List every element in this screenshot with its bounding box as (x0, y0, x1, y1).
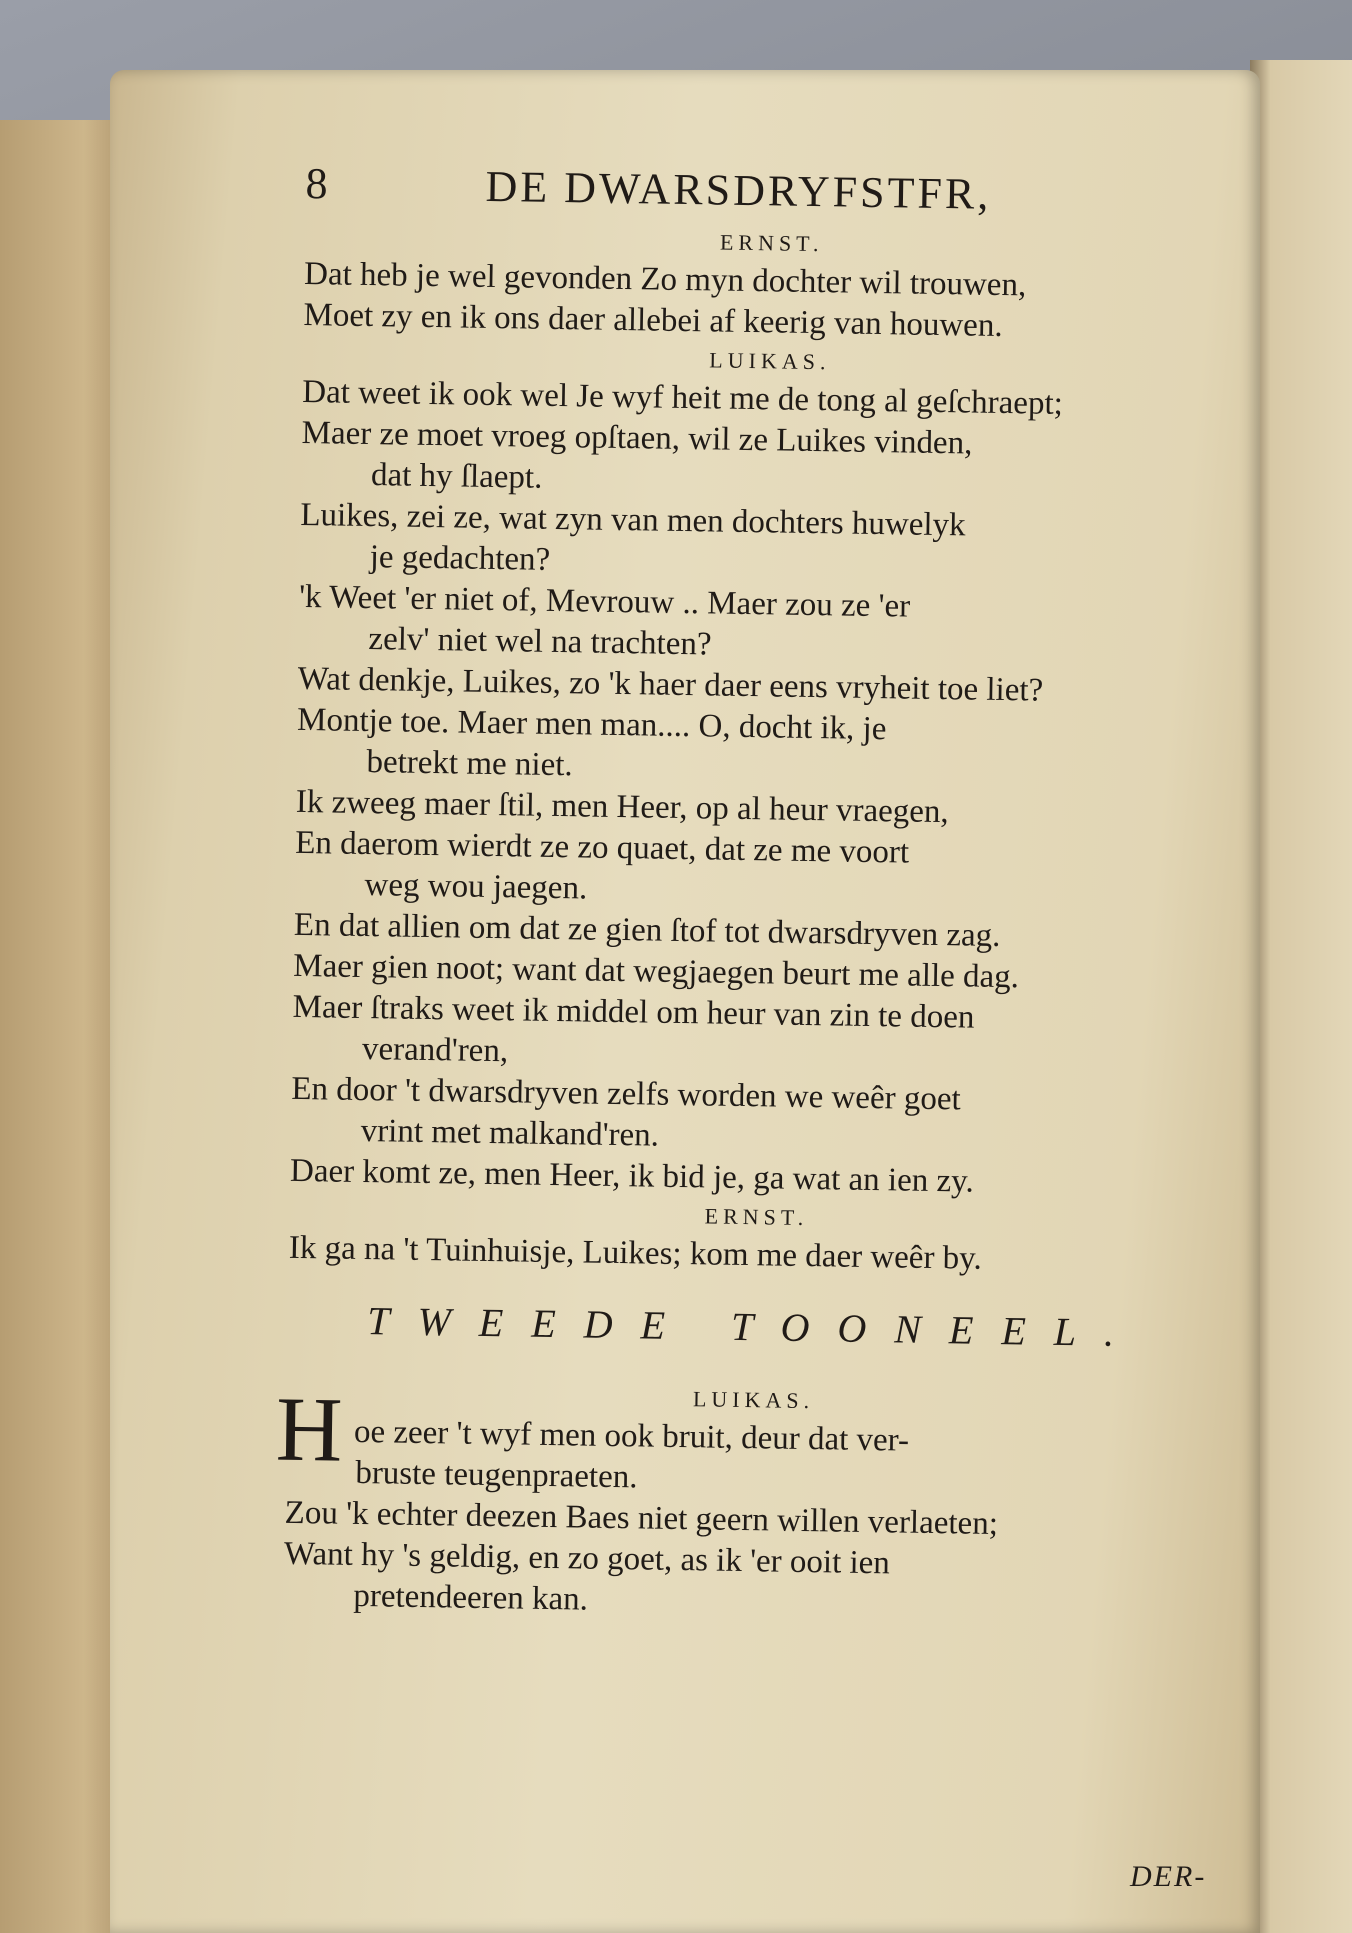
verse-line: 'k Weet 'er niet of, Mevrouw .. Maer zou ze 'er (298, 578, 911, 625)
verse-line-continuation: weg wou jaegen. (364, 867, 588, 907)
catchword: DER- (1130, 1860, 1207, 1893)
page-number: 8 (305, 158, 330, 209)
verse-line: En dat allien om dat ze gien ſtof tot dwarsdryven zag. (293, 906, 1001, 955)
verse-line: Maer gien noot; want dat wegjaegen beurt me alle dag. (293, 947, 1020, 996)
verse-line-continuation: betrekt me niet. (366, 744, 573, 784)
verse-line: Moet zy en ik ons daer allebei af keerig van houwen. (303, 296, 1003, 344)
verse-line-continuation: vrint met malkand'ren. (360, 1112, 660, 1154)
verse-line: En door 't dwarsdryven zelfs worden we weêr goet (291, 1070, 961, 1118)
verse-line-continuation: dat hy ſlaept. (370, 457, 543, 496)
scene-title: TWEEDE TOONEEL. (366, 1298, 1143, 1356)
verse-line: Zou 'k echter deezen Baes niet geern willen verlaeten; (284, 1494, 999, 1543)
speaker-name: ERNST. (719, 229, 824, 257)
verse-line: Dat weet ik ook wel Je wyf heit me de tong al geſchraept; (302, 373, 1064, 422)
verse-line-continuation: pretendeeren kan. (353, 1577, 589, 1618)
verse-line: oe zeer 't wyf men ook bruit, deur dat ver- (353, 1413, 910, 1459)
verse-line-continuation: verand'ren, (361, 1030, 509, 1070)
scene-opening (275, 1375, 1221, 1508)
verse-line: Ik zweeg maer ſtil, men Heer, op al heur vraegen, (295, 783, 949, 831)
verse-line-continuation: je gedachten? (369, 539, 551, 578)
verse-line: Wat denkje, Luikes, zo 'k haer daer eens vryheit toe liet? (297, 660, 1044, 709)
running-head: DE DWARSDRYFSTFR, (485, 161, 992, 219)
verse-line: Daer komt ze, men Heer, ik bid je, ga wat an ien zy. (289, 1152, 975, 1200)
verse-line: Dat heb je wel gevonden Zo myn dochter wil trouwen, (303, 255, 1027, 304)
speaker-name: LUIKAS. (709, 347, 831, 375)
page-text (275, 158, 1240, 1630)
speaker-name: ERNST. (704, 1203, 809, 1231)
verse-line: Luikes, zei ze, wat zyn van men dochters huwelyk (300, 496, 966, 544)
speaker-name: LUIKAS. (692, 1386, 815, 1414)
drop-cap: H (275, 1377, 344, 1481)
verse-line: Want hy 's geldig, en zo goet, as ik 'er ooit ien (283, 1535, 891, 1582)
verse-line: Maer ſtraks weet ik middel om heur van zin te doen (292, 988, 975, 1036)
verse-line-continuation: bruste teugenpraeten. (355, 1454, 638, 1496)
verse-line: Montje toe. Maer men man.... O, docht ik, je (296, 701, 887, 748)
verse-line-continuation: zelv' niet wel na trachten? (368, 621, 712, 663)
verse-line: En daerom wierdt ze zo quaet, dat ze me voort (294, 824, 910, 871)
verse-line: Ik ga na 't Tuinhuisje, Luikes; kom me daer weêr by. (288, 1229, 983, 1277)
facing-page-edge (1250, 60, 1352, 1933)
verse-line: Maer ze moet vroeg opſtaen, wil ze Luikes vinden, (301, 414, 973, 462)
